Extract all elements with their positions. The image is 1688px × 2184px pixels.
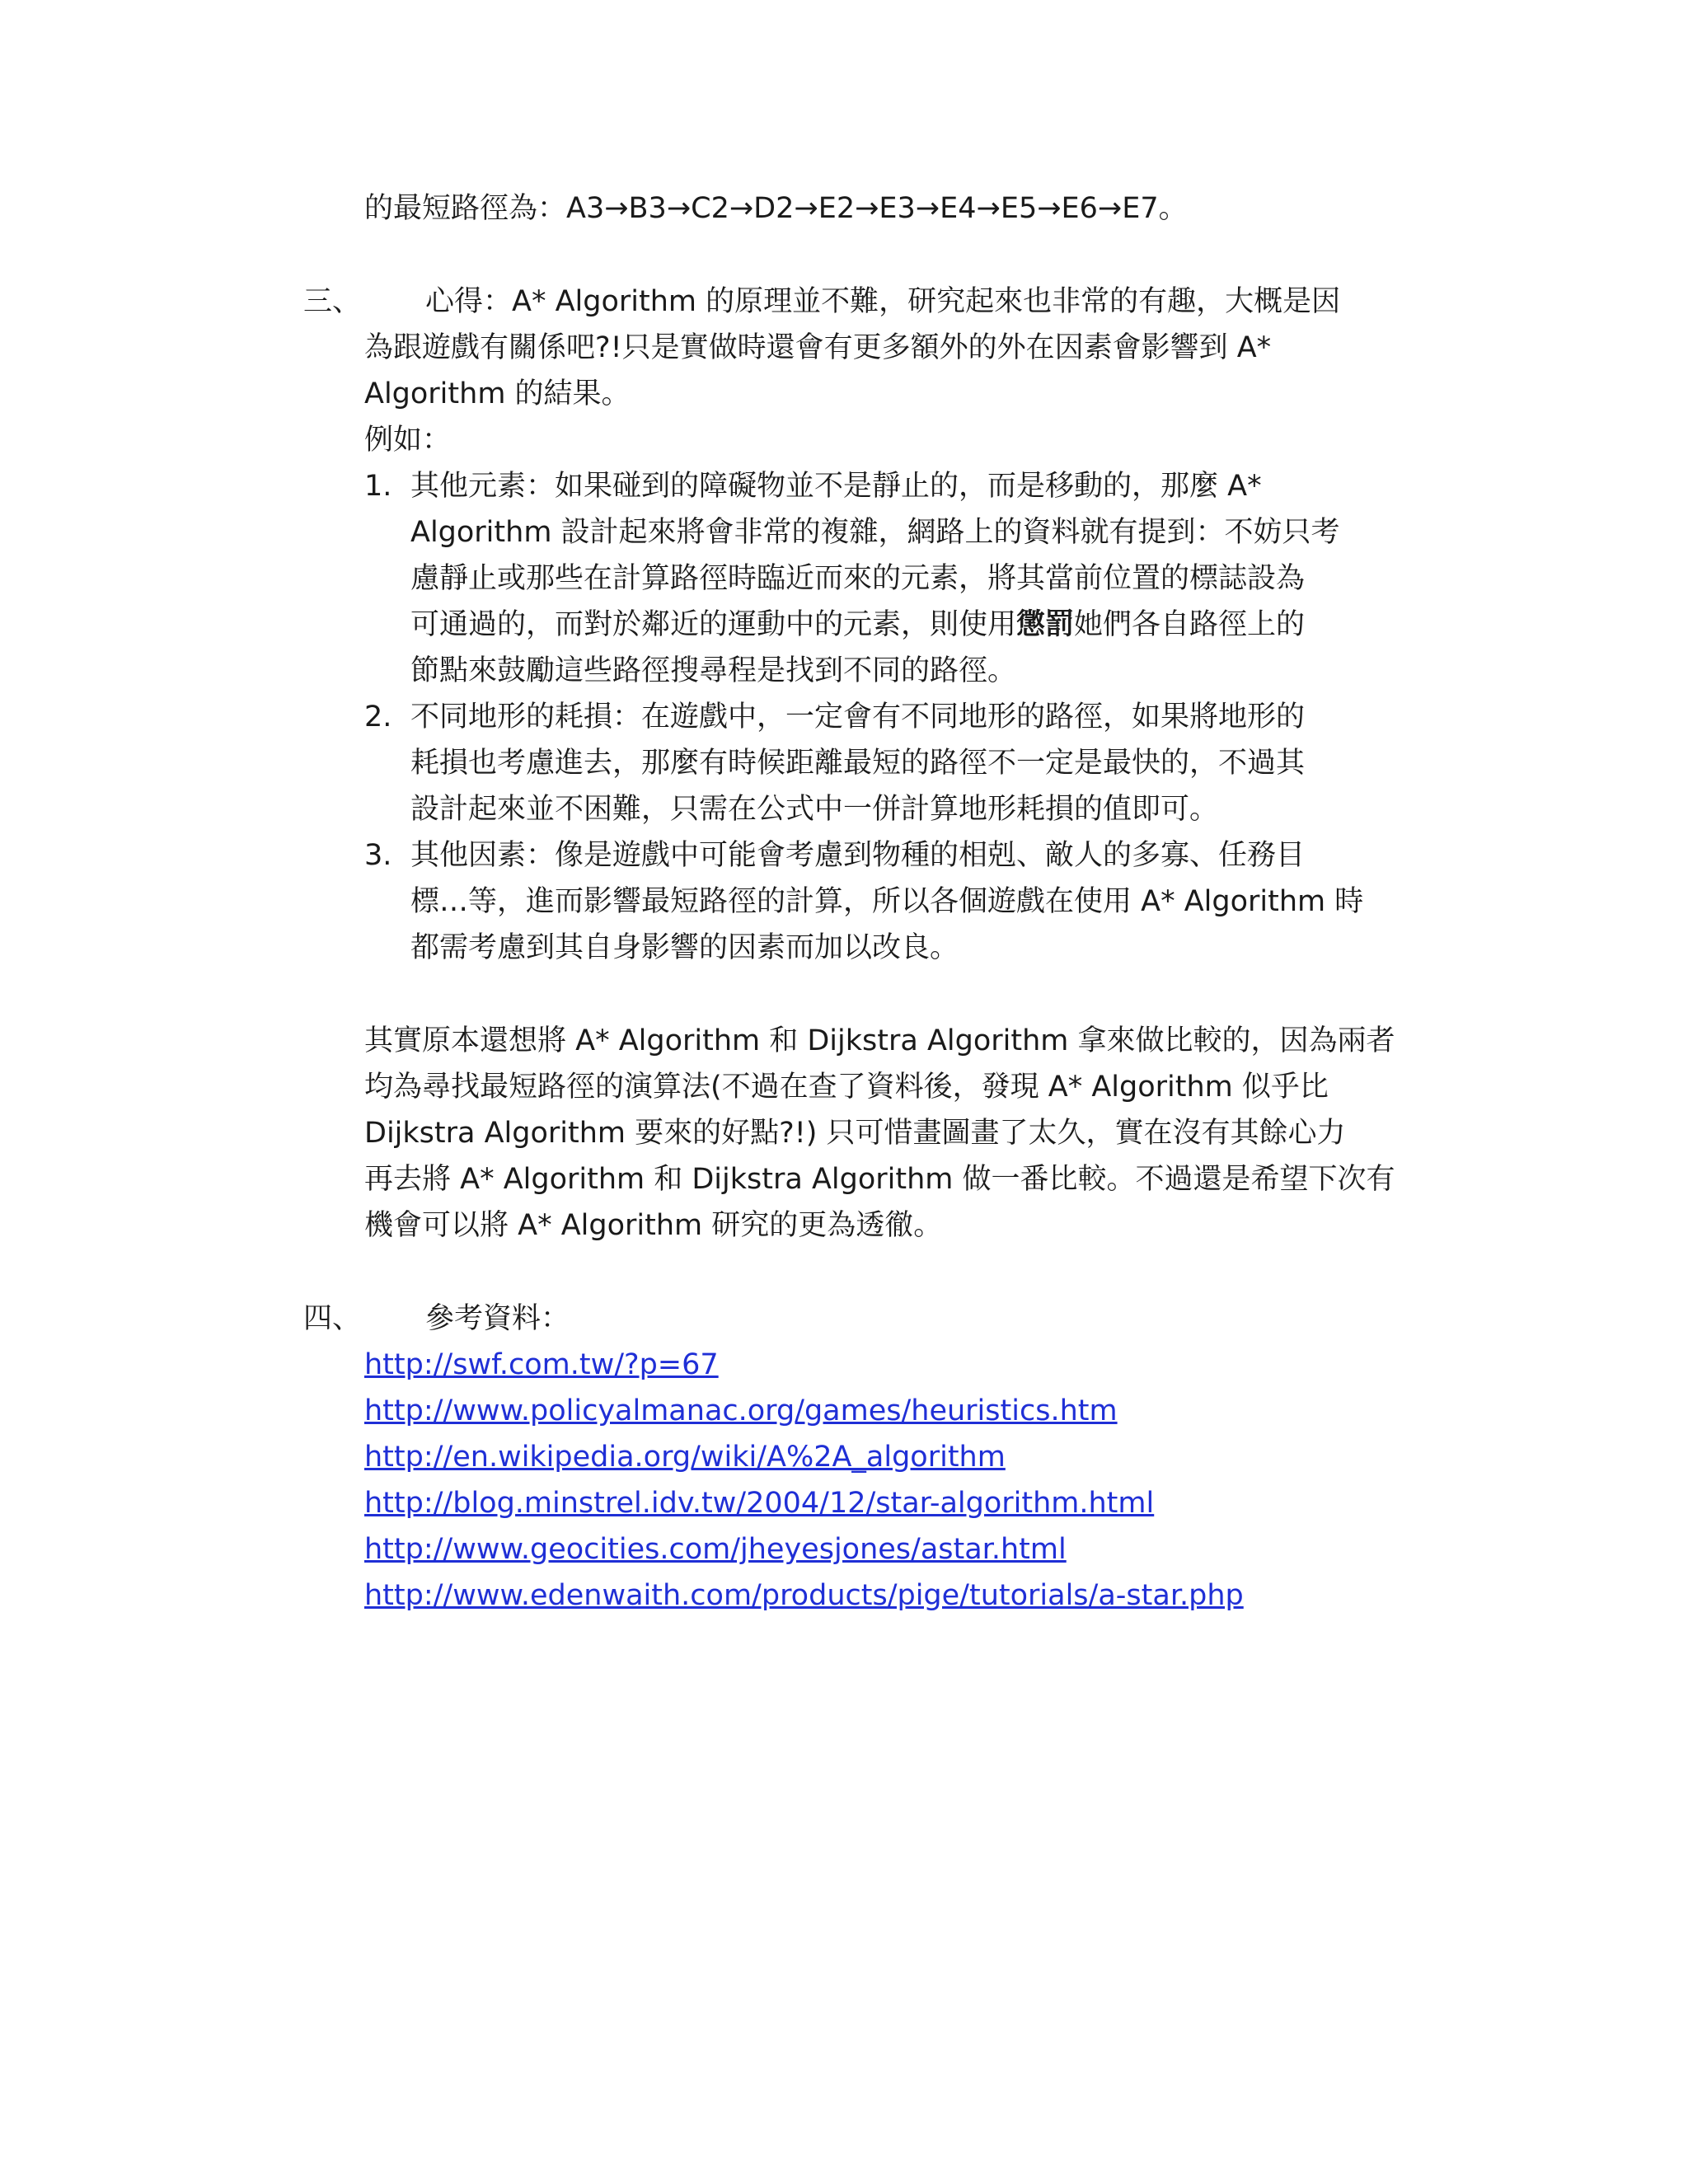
- section3-line2: 為跟遊戲有關係吧?!只是實做時還會有更多額外的外在因素會影響到 A*: [364, 331, 1272, 364]
- list-item-1-line4: [410, 602, 1305, 648]
- list-item-2-line2: 耗損也考慮進去，那麼有時候距離最短的路徑不一定是最快的，不過其: [410, 747, 1306, 780]
- path-result-line: 的最短路徑為：A3→B3→C2→D2→E2→E3→E4→E5→E6→E7。: [364, 192, 1188, 225]
- paragraph-line5: 機會可以將 A* Algorithm 研究的更為透徹。: [364, 1209, 943, 1242]
- list-item-1-line4-a: 可通過的，而對於鄰近的運動中的元素，則使用: [410, 608, 1017, 641]
- list-item-3-line1: 其他因素：像是遊戲中可能會考慮到物種的相剋、敵人的多寡、任務目: [410, 839, 1306, 872]
- reference-link-1[interactable]: http://swf.com.tw/?p=67: [364, 1348, 719, 1381]
- reference-link-6[interactable]: http://www.edenwaith.com/products/pige/tutorials/a-star.php: [364, 1579, 1244, 1612]
- list-item-1-line2: Algorithm 設計起來將會非常的複雜，網路上的資料就有提到：不妨只考: [410, 516, 1340, 549]
- paragraph-line2: 均為尋找最短路徑的演算法(不過在查了資料後，發現 A* Algorithm 似乎比: [364, 1071, 1329, 1104]
- section3-line3: Algorithm 的結果。: [364, 377, 631, 410]
- list-item-1-line3: 慮靜止或那些在計算路徑時臨近而來的元素，將其當前位置的標誌設為: [410, 562, 1306, 595]
- list-item-1-line4-b: 她們各自路徑上的: [1074, 608, 1306, 641]
- reference-link-5[interactable]: http://www.geocities.com/jheyesjones/astar.html: [364, 1533, 1067, 1566]
- list-item-1-line5: 節點來鼓勵這些路徑搜尋程是找到不同的路徑。: [410, 654, 1017, 687]
- example-label: 例如：: [364, 424, 452, 457]
- reference-link-4[interactable]: http://blog.minstrel.idv.tw/2004/12/star-algorithm.html: [364, 1487, 1155, 1520]
- reference-link-2[interactable]: http://www.policyalmanac.org/games/heuristics.htm: [364, 1394, 1118, 1427]
- section3-marker: 三、: [303, 285, 362, 318]
- list-item-1-line1: 其他元素：如果碰到的障礙物並不是靜止的，而是移動的，那麼 A*: [410, 470, 1262, 503]
- paragraph-line1: 其實原本還想將 A* Algorithm 和 Dijkstra Algorithm 拿來做比較的，因為兩者: [364, 1024, 1395, 1057]
- list-item-2-line3: 設計起來並不困難，只需在公式中一併計算地形耗損的值即可。: [410, 793, 1219, 826]
- section4-marker: 四、: [303, 1302, 362, 1335]
- paragraph-line4: 再去將 A* Algorithm 和 Dijkstra Algorithm 做一番比較。不過還是希望下次有: [364, 1163, 1395, 1196]
- list-item-number-1: 1.: [364, 470, 392, 503]
- emphasis-penalty: 懲罰: [1016, 608, 1075, 641]
- list-item-number-3: 3.: [364, 839, 392, 872]
- list-item-3-line3: 都需考慮到其自身影響的因素而加以改良。: [410, 931, 959, 964]
- list-item-3-line2: 標…等，進而影響最短路徑的計算，所以各個遊戲在使用 A* Algorithm 時: [410, 885, 1364, 918]
- list-item-number-2: 2.: [364, 701, 392, 733]
- list-item-2-line1: 不同地形的耗損：在遊戲中，一定會有不同地形的路徑，如果將地形的: [410, 701, 1306, 733]
- reference-link-3[interactable]: http://en.wikipedia.org/wiki/A%2A_algorithm: [364, 1441, 1006, 1474]
- paragraph-line3: Dijkstra Algorithm 要來的好點?!) 只可惜畫圖畫了太久，實在沒有其餘心力: [364, 1117, 1346, 1150]
- references-title: 參考資料：: [425, 1302, 570, 1335]
- section3-line1: 心得：A* Algorithm 的原理並不難，研究起來也非常的有趣，大概是因: [425, 285, 1341, 318]
